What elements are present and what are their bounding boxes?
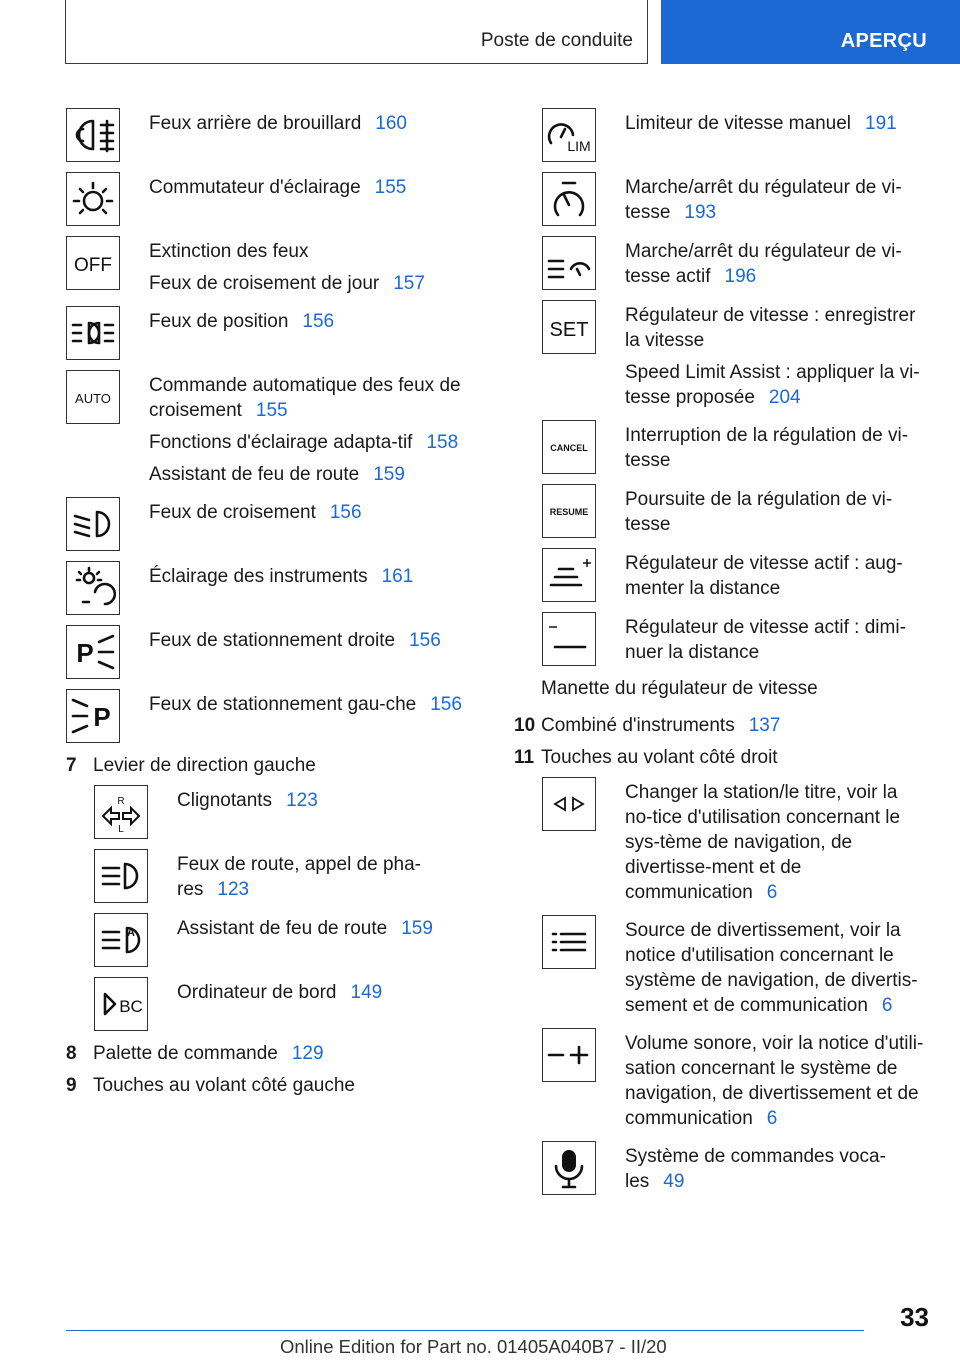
icon-legend-row [66,108,486,162]
chapter-tab[interactable] [661,0,960,64]
item-label: Palette de commande 129 [93,1043,324,1064]
row-texts [625,1028,928,1131]
row-texts [625,300,928,410]
description-line [149,500,362,525]
page-link[interactable]: 6 [766,882,778,903]
page-link[interactable]: 49 [663,1171,685,1192]
description-text: Régulateur de vitesse actif : aug-menter la distance [625,553,903,599]
description-line [149,271,425,296]
description-text: Éclairage des instruments [149,566,368,587]
rear-fog-light-icon [66,108,120,162]
svg-text:OFF: OFF [74,255,112,276]
row-texts [149,306,334,334]
svg-text:P: P [76,638,94,668]
off-icon [66,236,120,290]
description-line [625,1144,928,1194]
parking-light-left-icon [66,689,120,743]
row-texts [149,689,462,717]
description-text: Changer la station/le titre, voir la no-tice d'utilisation concernant le sys-tème de navigation, de divertisse-ment et de communication [625,782,901,903]
figure-caption: Manette du régulateur de vitesse [541,678,818,699]
board-computer-icon [94,977,148,1031]
page-link[interactable]: 156 [329,502,362,523]
description-line [149,175,406,200]
svg-text:RESUME: RESUME [549,507,589,517]
svg-text:R: R [117,796,125,807]
svg-text:SET: SET [549,319,589,341]
description-line [625,303,928,353]
distance-increase-icon [542,548,596,602]
page-link[interactable]: 159 [373,464,405,485]
row-texts [625,484,928,537]
icon-legend-row [66,172,486,226]
description-line [149,430,486,455]
page-link[interactable]: 6 [766,1108,778,1129]
icon-legend-row [66,689,486,743]
page-link[interactable]: 123 [286,790,318,811]
description-line [149,309,334,334]
svg-text:CANCEL: CANCEL [550,443,588,453]
row-texts [149,370,486,487]
page-link[interactable]: 158 [426,432,459,453]
description-line [625,239,928,289]
icon-legend-row [94,977,486,1031]
icon-legend-row [66,497,486,551]
row-texts [625,108,897,136]
page-link[interactable]: 156 [409,630,441,651]
description-line [177,852,486,902]
volume-icon [542,1028,596,1082]
list-item-8 [66,1041,486,1066]
description-text: Feux de croisement de jour [149,273,380,294]
description-line [177,788,318,813]
description-text: Ordinateur de bord [177,982,337,1003]
footer-text: Online Edition for Part no. 01405A040B7 - II/20 [280,1336,667,1357]
page-number: 33 [900,1302,929,1332]
description-text: Système de commandes voca-les [625,1146,886,1192]
description-line [149,462,486,487]
section-header [65,0,648,64]
description-line [625,780,928,905]
icon-legend-row [542,1028,928,1131]
description-text: Feux de stationnement droite [149,630,396,651]
item-number: 8 [66,1043,77,1064]
high-beam-assist-icon [94,913,148,967]
page-link[interactable]: 149 [350,982,383,1003]
description-text: Assistant de feu de route [149,464,360,485]
item-label: Combiné d'instruments 137 [541,715,781,736]
description-text: Clignotants [177,790,273,811]
page-link[interactable]: 156 [430,694,462,715]
row-texts [625,612,928,665]
cancel-icon [542,420,596,474]
page-link[interactable]: 155 [374,177,407,198]
description-text: Marche/arrêt du régulateur de vi-tesse [625,177,902,223]
description-line [149,239,425,264]
icon-legend-row [94,913,486,967]
page-link[interactable]: 123 [217,879,250,900]
row-texts [149,497,362,525]
description-line [149,373,486,423]
description-text: Feux arrière de brouillard [149,113,362,134]
description-text: Régulateur de vitesse actif : dimi-nuer la distance [625,617,906,663]
left-column [66,108,486,1105]
low-beam-icon [66,497,120,551]
list-item-7 [66,753,486,778]
svg-text:A: A [127,927,135,939]
description-line [625,487,928,537]
item-number: 7 [66,755,77,776]
row-texts [177,913,433,941]
row-texts [625,236,928,289]
chapter-tab-label: APERÇU [840,30,927,52]
description-line [625,918,928,1018]
entertainment-source-icon [542,915,596,969]
description-text: Feux de stationnement gau-che [149,694,417,715]
page-link[interactable]: 161 [381,566,414,587]
icon-legend-row [66,236,486,296]
page-link[interactable]: 157 [393,273,425,294]
description-text: Interruption de la régulation de vi-tesse [625,425,909,471]
description-line [625,360,928,410]
description-line [625,615,928,665]
page-link[interactable]: 196 [724,266,757,287]
svg-text:L: L [118,824,124,835]
station-track-icon [542,777,596,831]
svg-text:AUTO: AUTO [75,391,111,406]
icon-legend-row [542,915,928,1018]
icon-legend-row [542,484,928,538]
description-text: Commutateur d'éclairage [149,177,361,198]
row-texts [625,420,928,473]
light-switch-icon [66,172,120,226]
icon-legend-row [94,849,486,903]
page-link[interactable]: 137 [748,715,781,736]
page-link[interactable]: 204 [768,387,801,408]
icon-legend-row [66,306,486,360]
icon-legend-row [66,561,486,615]
item-label: Touches au volant côté gauche [93,1075,355,1096]
page-link[interactable]: 155 [255,400,288,421]
description-text: Source de divertissement, voir la notice d'utilisation concernant le système de navigation, de divertis-sement et de communication [625,920,918,1016]
description-text: Extinction des feux [149,241,309,262]
icon-legend-row [542,777,928,905]
item-label: Touches au volant côté droit [541,747,778,768]
description-text: Feux de position [149,311,289,332]
icon-legend-row [94,785,486,839]
description-text: Assistant de feu de route [177,918,388,939]
description-line [625,423,928,473]
description-text: Commande automatique des feux de croisement [149,375,461,421]
row-texts [625,777,928,905]
description-line [177,916,433,941]
item-label: Levier de direction gauche [93,755,316,776]
icon-legend-row [542,172,928,226]
page-link[interactable]: 159 [401,918,433,939]
cruise-control-icon [542,172,596,226]
list-item-11 [514,745,928,770]
set-icon [542,300,596,354]
description-text: Volume sonore, voir la notice d'utili-sation concernant le système de navigation, de divertissement et de communication [625,1033,924,1129]
description-text: Poursuite de la régulation de vi-tesse [625,489,893,535]
list-item-10 [514,713,928,738]
icon-legend-row [542,108,928,162]
right-column [514,108,928,1205]
icon-legend-row [66,625,486,679]
svg-text:LIM: LIM [567,138,591,154]
resume-icon [542,484,596,538]
auto-icon [66,370,120,424]
page-link[interactable]: 160 [375,113,407,134]
description-line [625,111,897,136]
item-number: 11 [514,747,535,768]
icon-legend-row [542,548,928,602]
row-texts [625,1141,928,1194]
page-link[interactable]: 156 [302,311,335,332]
page-link[interactable]: 6 [881,995,893,1016]
icon-legend-row [542,236,928,290]
page-link[interactable]: 191 [865,113,897,134]
description-line [149,628,441,653]
description-text: Feux de route, appel de pha-res [177,854,422,900]
description-line [149,692,462,717]
list-item-9 [66,1073,486,1098]
row-texts [149,561,413,589]
svg-text:P: P [93,702,111,732]
description-text: Limiteur de vitesse manuel [625,113,851,134]
row-texts [625,548,928,601]
turn-signal-icon [94,785,148,839]
active-cruise-control-icon [542,236,596,290]
row-texts [149,172,406,200]
icon-legend-row [542,612,928,666]
description-line [177,980,382,1005]
row-texts [625,172,928,225]
speed-limiter-icon [542,108,596,162]
description-text: Marche/arrêt du régulateur de vi-tesse actif [625,241,902,287]
description-text: Feux de croisement [149,502,316,523]
row-texts [149,625,441,653]
row-texts [177,785,318,813]
page-link[interactable]: 193 [684,202,717,223]
distance-decrease-icon [542,612,596,666]
icon-legend-row [66,370,486,487]
page-link[interactable]: 129 [291,1043,324,1064]
svg-text:BC: BC [119,997,143,1016]
description-line [149,111,407,136]
description-text: Fonctions d'éclairage adapta-tif [149,432,413,453]
section-title: Poste de conduite [480,30,633,51]
parking-light-right-icon [66,625,120,679]
row-texts [625,915,928,1018]
description-line [625,175,928,225]
position-lights-icon [66,306,120,360]
row-texts [149,108,407,136]
row-texts [149,236,425,296]
item-number: 10 [514,715,536,736]
description-line [625,1031,928,1131]
row-texts [177,849,486,902]
instrument-lighting-icon [66,561,120,615]
item-number: 9 [66,1075,77,1096]
microphone-icon [542,1141,596,1195]
description-text: Speed Limit Assist : appliquer la vi-tesse proposée [625,362,920,408]
description-line [149,564,413,589]
icon-legend-row [542,420,928,474]
row-texts [177,977,382,1005]
description-text: Régulateur de vitesse : enregistrer la vitesse [625,305,916,351]
footer-rule [66,1330,864,1331]
high-beam-icon [94,849,148,903]
icon-legend-row [542,1141,928,1195]
description-line [625,551,928,601]
icon-legend-row [542,300,928,410]
